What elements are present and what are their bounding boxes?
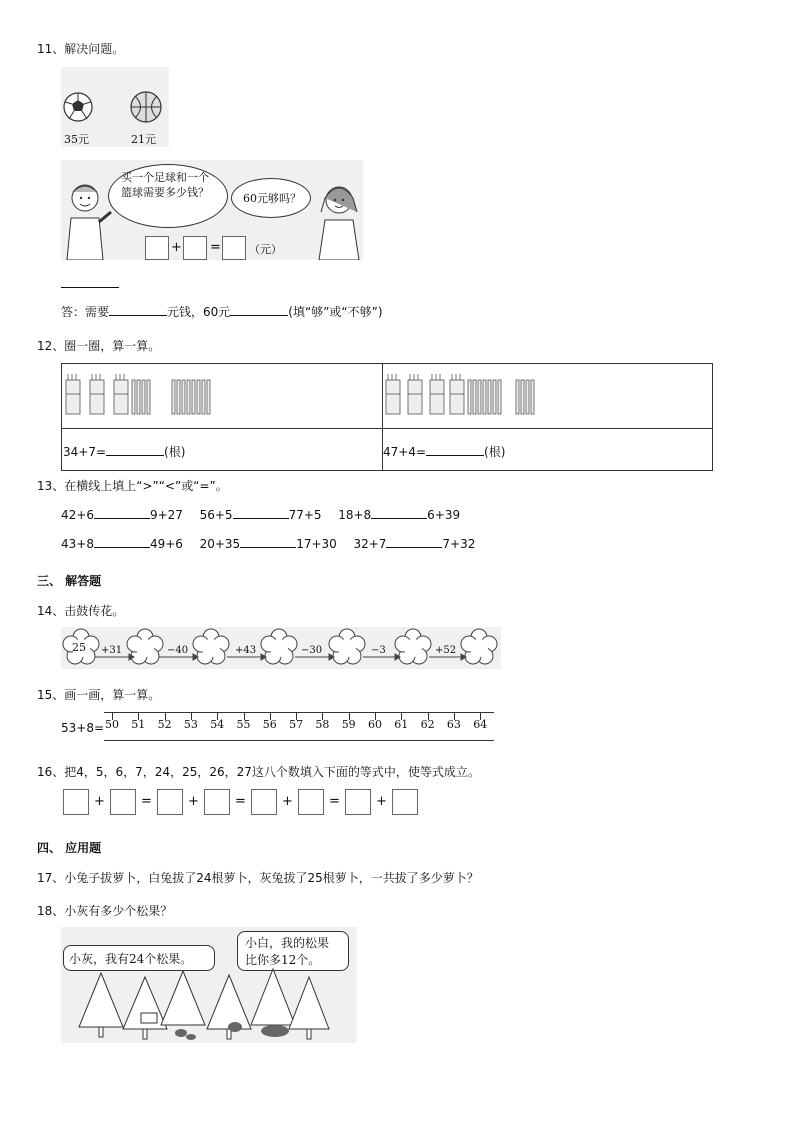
q16-plus-2: + — [188, 794, 199, 809]
q11-title: 11、解决问题。 — [37, 42, 125, 56]
right-speech-text-1: 小白，我的松果 — [245, 936, 330, 950]
q12-cell-left — [63, 443, 185, 460]
number-line-label: 58 — [315, 718, 330, 731]
forest-squirrels-icon — [61, 967, 357, 1043]
q16-box-8[interactable] — [392, 789, 418, 815]
pinecone-picture — [61, 927, 357, 1043]
answer-blank-money[interactable] — [109, 303, 167, 316]
q13-r2-c2-right: 17+30 — [296, 537, 337, 551]
left-speech-text: 小灰，我有24个松果。 — [69, 952, 193, 966]
q13-r1-c1-left: 42+6 — [61, 508, 94, 522]
answer-blank-enough[interactable] — [230, 303, 288, 316]
equation-box-3[interactable] — [222, 236, 246, 260]
q16-box-7[interactable] — [345, 789, 371, 815]
q15-title: 15、画一画，算一算。 — [37, 688, 161, 702]
number-line-label: 60 — [368, 718, 382, 731]
q13-r1-c2-left: 56+5 — [199, 508, 233, 522]
sticks-left-icon — [64, 374, 219, 418]
q18-title: 18、小灰有多少个松果？ — [37, 904, 173, 918]
equation-box-2[interactable] — [183, 236, 207, 260]
number-line-label: 64 — [473, 718, 488, 731]
sticks-right-icon — [384, 374, 544, 418]
answer-prefix: 答：需要 — [61, 305, 110, 319]
q16-plus-3: + — [282, 794, 293, 809]
q12-blank-right[interactable] — [426, 443, 484, 456]
number-line-label: 54 — [210, 718, 225, 731]
q13-r2-c2-left: 20+35 — [199, 537, 241, 551]
q13-r1-c2-blank[interactable] — [233, 506, 289, 519]
number-line-label: 50 — [105, 718, 119, 731]
q16-plus-1: + — [94, 794, 105, 809]
balls-picture — [61, 67, 169, 147]
q15-equation: 53+8= — [61, 721, 105, 735]
number-line-bottom — [104, 740, 494, 741]
flower-chain — [61, 627, 501, 669]
answer-mid: 元钱，60元 — [167, 305, 231, 319]
flower-op-4: −30 — [301, 645, 323, 656]
q12-unit-left: (根) — [164, 445, 186, 459]
number-line-label: 61 — [394, 718, 409, 731]
q16-box-3[interactable] — [157, 789, 183, 815]
number-line-label: 52 — [157, 718, 172, 731]
q16-equation-row — [61, 789, 431, 817]
q16-title: 16、把4，5，6，7，24，25，26，27这八个数填入下面的等式中，使等式成立。 — [37, 765, 480, 779]
q14-title: 14、击鼓传花。 — [37, 604, 125, 618]
answer-line[interactable] — [61, 287, 119, 288]
q17-title: 17、小兔子拔萝卜，白兔拔了24根萝卜，灰兔拔了25根萝卜，一共拔了多少萝卜？ — [37, 871, 479, 885]
section-4-title: 四、 应用题 — [37, 841, 102, 855]
flower-op-1: +31 — [101, 645, 123, 656]
q13-row-1 — [61, 506, 460, 522]
q13-r1-c1-blank[interactable] — [94, 506, 150, 519]
q11-answer — [61, 303, 383, 320]
number-line-label: 56 — [262, 718, 277, 731]
q13-r2-c1-right: 49+6 — [149, 537, 183, 551]
number-line — [104, 712, 494, 742]
girl-figure-icon — [313, 178, 363, 260]
flower-op-5: −3 — [371, 645, 386, 656]
q13-r1-c3-left: 18+8 — [338, 508, 372, 522]
q12-table — [61, 363, 713, 471]
q12-unit-right: (根) — [484, 445, 506, 459]
q16-box-6[interactable] — [298, 789, 324, 815]
number-line-label: 51 — [131, 718, 146, 731]
q13-r1-c1-right: 9+27 — [149, 508, 183, 522]
q16-plus-4: + — [376, 794, 387, 809]
basketball-price: 21元 — [131, 133, 156, 146]
equation-box-1[interactable] — [145, 236, 169, 260]
q16-equals-3: = — [329, 794, 340, 809]
q16-box-5[interactable] — [251, 789, 277, 815]
flower-start-value: 25 — [72, 641, 86, 654]
q16-box-1[interactable] — [63, 789, 89, 815]
flower-op-2: −40 — [167, 645, 189, 656]
section-3-title: 三、 解答题 — [37, 574, 102, 588]
q13-r2-c1-left: 43+8 — [61, 537, 94, 551]
q13-r1-c3-blank[interactable] — [371, 506, 427, 519]
number-line-label: 57 — [289, 718, 304, 731]
q12-cell-right — [383, 443, 505, 460]
q12-blank-left[interactable] — [106, 443, 164, 456]
q13-r2-c3-right: 7+32 — [442, 537, 476, 551]
flower-op-3: +43 — [235, 645, 257, 656]
dialog-picture — [61, 160, 363, 260]
q13-r2-c3-left: 32+7 — [353, 537, 387, 551]
q13-r2-c2-blank[interactable] — [240, 535, 296, 548]
answer-suffix: (填“够”或“不够”) — [288, 305, 383, 319]
girl-speech-text: 60元够吗？ — [243, 192, 301, 205]
right-speech-text-2: 比你多12个。 — [245, 953, 321, 967]
number-line-label: 63 — [446, 718, 461, 731]
q13-r2-c3-blank[interactable] — [386, 535, 442, 548]
number-line-top — [104, 712, 494, 713]
q12-eq-left: 34+7= — [63, 445, 107, 459]
q13-r2-c1-blank[interactable] — [94, 535, 150, 548]
q13-r1-c3-right: 6+39 — [427, 508, 461, 522]
q16-box-2[interactable] — [110, 789, 136, 815]
boy-speech-text: 买一个足球和一个篮球需要多少钱？ — [121, 171, 209, 199]
number-line-label: 59 — [341, 718, 356, 731]
q16-box-4[interactable] — [204, 789, 230, 815]
q12-eq-right: 47+4= — [383, 445, 427, 459]
plus-sign: + — [171, 240, 182, 255]
number-line-label: 53 — [183, 718, 198, 731]
q12-title: 12、圈一圈，算一算。 — [37, 339, 161, 353]
number-line-label: 62 — [420, 718, 435, 731]
q16-equals-1: = — [141, 794, 152, 809]
equation-unit: （元） — [249, 243, 282, 256]
q13-row-2 — [61, 535, 475, 551]
boy-figure-icon — [63, 178, 113, 260]
flower-op-6: +52 — [435, 645, 457, 656]
q13-r1-c2-right: 77+5 — [288, 508, 322, 522]
q13-title: 13、在横线上填上“>”“<”或“=”。 — [37, 479, 228, 493]
soccer-price: 35元 — [64, 133, 89, 146]
number-line-label: 55 — [236, 718, 251, 731]
table-divider-h — [62, 428, 712, 429]
equals-sign: = — [210, 240, 221, 255]
q16-equals-2: = — [235, 794, 246, 809]
